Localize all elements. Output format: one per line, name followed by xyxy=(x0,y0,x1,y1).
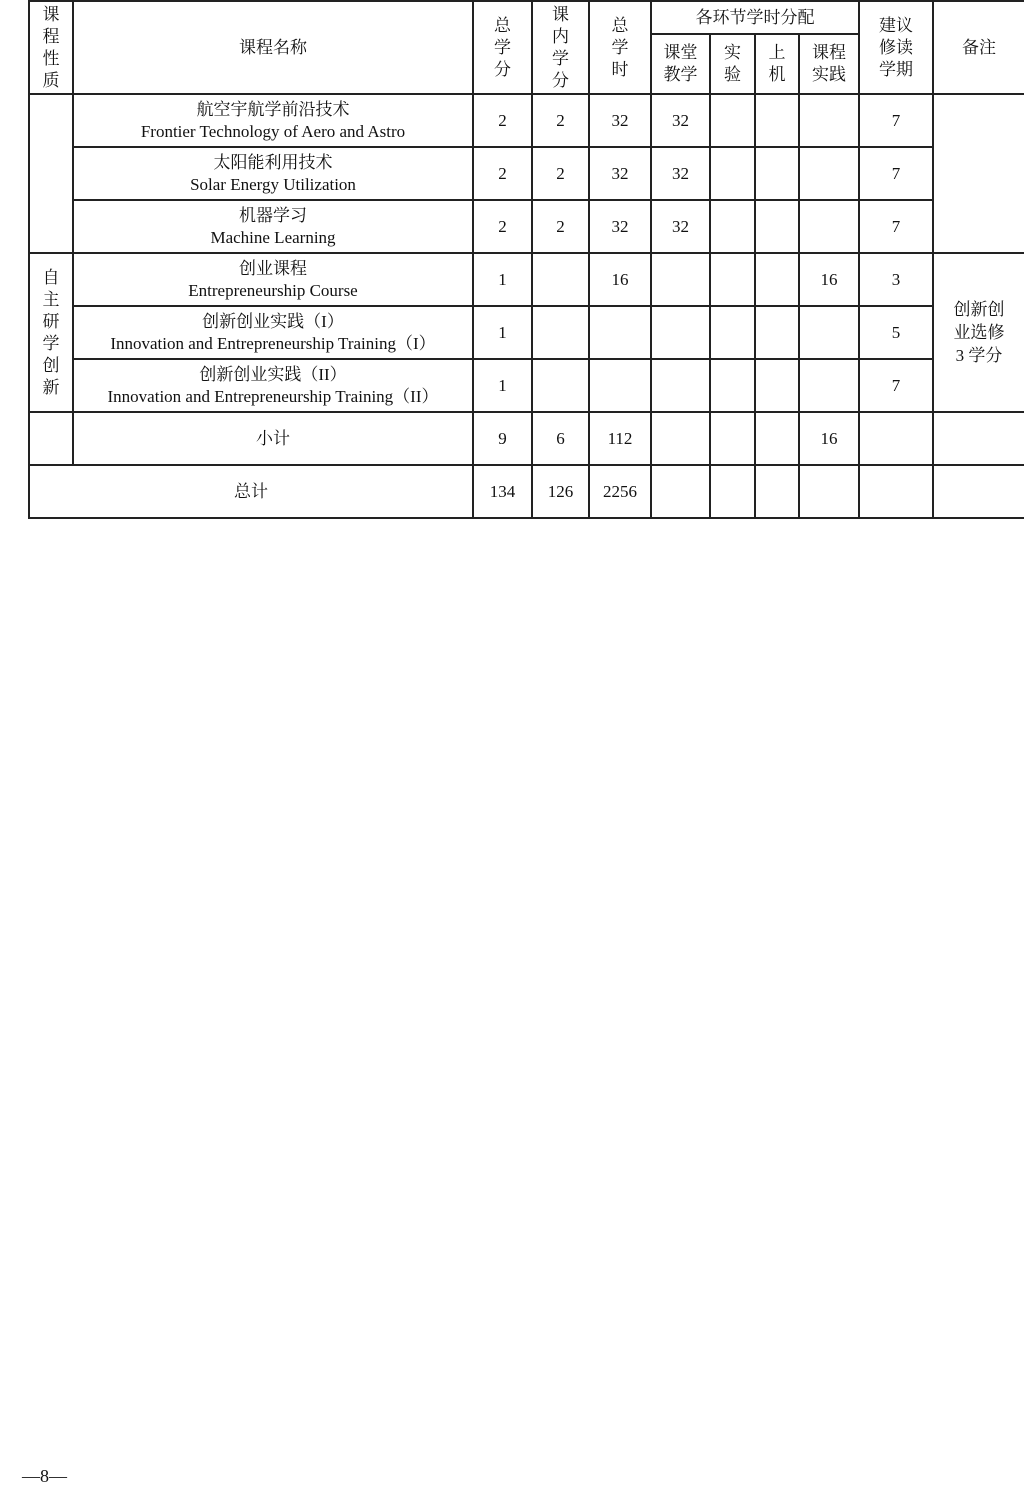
practice-cell xyxy=(799,94,859,147)
practice-cell: 16 xyxy=(799,253,859,306)
semester-cell: 7 xyxy=(859,359,933,412)
course-name-cell: 创业课程 Entrepreneurship Course xyxy=(73,253,473,306)
computer-cell xyxy=(755,94,799,147)
classroom-cell xyxy=(651,465,710,518)
inclass-credits-cell xyxy=(532,306,589,359)
experiment-cell xyxy=(710,94,755,147)
practice-cell xyxy=(799,465,859,518)
computer-cell xyxy=(755,253,799,306)
semester-cell: 3 xyxy=(859,253,933,306)
practice-cell: 16 xyxy=(799,412,859,465)
semester-cell: 7 xyxy=(859,200,933,253)
computer-cell xyxy=(755,306,799,359)
category-cell xyxy=(29,94,73,253)
practice-cell xyxy=(799,306,859,359)
remarks-cell xyxy=(933,94,1024,253)
header-practice: 课程 实践 xyxy=(799,34,859,94)
header-experiment: 实 验 xyxy=(710,34,755,94)
inclass-credits-cell: 126 xyxy=(532,465,589,518)
header-course-name: 课程名称 xyxy=(73,1,473,94)
total-credits-cell: 1 xyxy=(473,253,532,306)
table-row xyxy=(29,147,1024,200)
experiment-cell xyxy=(710,306,755,359)
course-name-cell: 航空宇航学前沿技术 Frontier Technology of Aero and Astro xyxy=(73,94,473,147)
inclass-credits-cell: 2 xyxy=(532,200,589,253)
header-remarks: 备注 xyxy=(933,1,1024,94)
table-row xyxy=(29,306,1024,359)
table-row xyxy=(29,94,1024,147)
course-name-cell: 创新创业实践（I） Innovation and Entrepreneurship Training（I） xyxy=(73,306,473,359)
course-table xyxy=(28,0,1024,519)
remarks-cell xyxy=(933,253,1024,412)
course-name-cell: 创新创业实践（II） Innovation and Entrepreneurship Training（II） xyxy=(73,359,473,412)
experiment-cell xyxy=(710,465,755,518)
total-hours-cell xyxy=(589,306,651,359)
total-label: 总计 xyxy=(29,465,473,518)
page-number: —8— xyxy=(22,1466,67,1486)
total-row xyxy=(29,465,1024,518)
inclass-credits-cell: 2 xyxy=(532,147,589,200)
practice-cell xyxy=(799,147,859,200)
header-inclass-credits: 课 内 学 分 xyxy=(532,1,589,94)
classroom-cell xyxy=(651,412,710,465)
total-credits-cell: 1 xyxy=(473,359,532,412)
classroom-cell: 32 xyxy=(651,94,710,147)
total-credits-cell: 2 xyxy=(473,94,532,147)
table-row xyxy=(29,359,1024,412)
category-label: 自 主 研 学 创 新 xyxy=(42,267,60,397)
inclass-credits-cell xyxy=(532,253,589,306)
classroom-cell xyxy=(651,253,710,306)
table-row xyxy=(29,200,1024,253)
header-computer: 上 机 xyxy=(755,34,799,94)
total-hours-cell: 2256 xyxy=(589,465,651,518)
computer-cell xyxy=(755,359,799,412)
classroom-cell: 32 xyxy=(651,200,710,253)
total-credits-cell: 1 xyxy=(473,306,532,359)
inclass-credits-cell: 2 xyxy=(532,94,589,147)
semester-cell: 7 xyxy=(859,147,933,200)
total-credits-cell: 9 xyxy=(473,412,532,465)
experiment-cell xyxy=(710,200,755,253)
header-semester: 建议 修读 学期 xyxy=(859,1,933,94)
inclass-credits-cell xyxy=(532,359,589,412)
practice-cell xyxy=(799,200,859,253)
experiment-cell xyxy=(710,359,755,412)
remarks-cell xyxy=(933,465,1024,518)
computer-cell xyxy=(755,147,799,200)
computer-cell xyxy=(755,465,799,518)
course-name-cell: 机器学习 Machine Learning xyxy=(73,200,473,253)
total-credits-cell: 134 xyxy=(473,465,532,518)
total-hours-cell: 32 xyxy=(589,147,651,200)
semester-cell: 7 xyxy=(859,94,933,147)
header-category xyxy=(29,1,73,94)
remarks-cell xyxy=(933,412,1024,465)
semester-cell: 5 xyxy=(859,306,933,359)
total-credits-cell: 2 xyxy=(473,147,532,200)
total-hours-cell: 32 xyxy=(589,94,651,147)
subtotal-row xyxy=(29,412,1024,465)
table-row xyxy=(29,253,1024,306)
experiment-cell xyxy=(710,147,755,200)
header-total-hours: 总 学 时 xyxy=(589,1,651,94)
practice-cell xyxy=(799,359,859,412)
remarks-note: 创新创 业选修 3 学分 xyxy=(953,300,1005,365)
semester-cell xyxy=(859,412,933,465)
experiment-cell xyxy=(710,412,755,465)
total-hours-cell xyxy=(589,359,651,412)
total-hours-cell: 112 xyxy=(589,412,651,465)
classroom-cell xyxy=(651,306,710,359)
computer-cell xyxy=(755,200,799,253)
classroom-cell: 32 xyxy=(651,147,710,200)
total-hours-cell: 32 xyxy=(589,200,651,253)
total-credits-cell: 2 xyxy=(473,200,532,253)
course-name-cell: 太阳能利用技术 Solar Energy Utilization xyxy=(73,147,473,200)
experiment-cell xyxy=(710,253,755,306)
computer-cell xyxy=(755,412,799,465)
header-category-text: 课 程 性 质 xyxy=(42,4,60,90)
header-classroom: 课堂 教学 xyxy=(651,34,710,94)
total-hours-cell: 16 xyxy=(589,253,651,306)
header-total-credits: 总 学 分 xyxy=(473,1,532,94)
classroom-cell xyxy=(651,359,710,412)
category-cell xyxy=(29,412,73,465)
category-cell xyxy=(29,253,73,412)
header-distribution: 各环节学时分配 xyxy=(651,1,859,34)
semester-cell xyxy=(859,465,933,518)
inclass-credits-cell: 6 xyxy=(532,412,589,465)
subtotal-label: 小计 xyxy=(73,412,473,465)
